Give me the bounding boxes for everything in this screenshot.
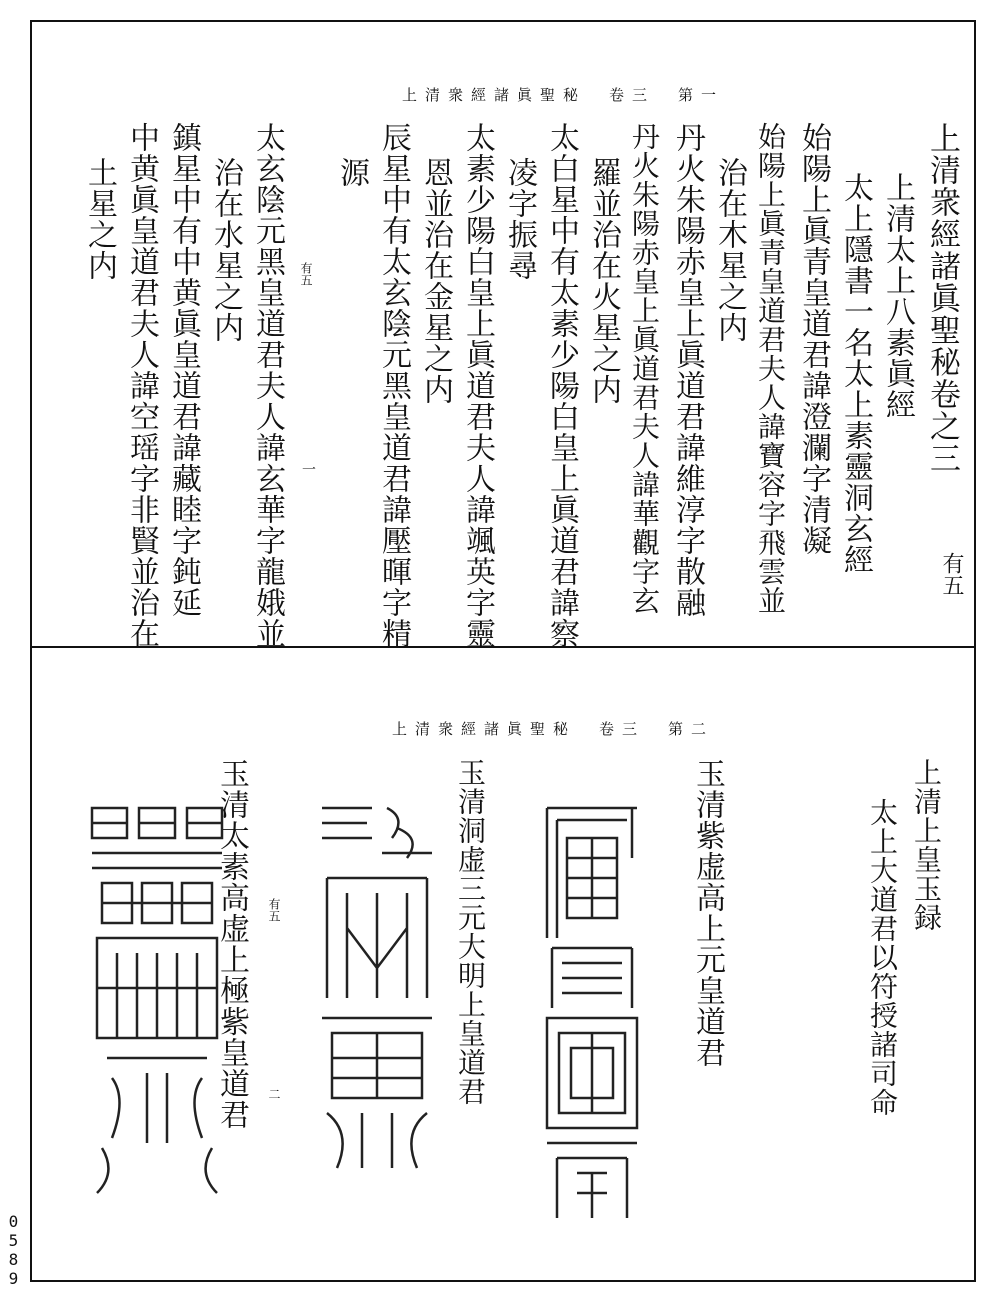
talisman-seal-1 (537, 798, 647, 1228)
column-15: 太玄陰元黑皇道君夫人諱玄華字龍娥並 (250, 122, 285, 649)
bottom-column-4: 玉清洞虚三元大明上皇道君 (454, 758, 487, 1106)
column-5: 治在木星之内 (712, 157, 747, 343)
talisman-seal-2 (312, 798, 442, 1178)
column-1: 上清太上八素眞經 (880, 172, 915, 420)
column-8: 羅並治在火星之内 (586, 157, 621, 405)
bottom-column-3: 玉清紫虚高上元皇道君 (690, 758, 725, 1068)
column-6: 丹火朱陽赤皇上眞道君諱維淳字散融 (670, 122, 705, 618)
bottom-column-2: 太上大道君以符授諸司命 (866, 798, 899, 1117)
talisman-seal-3 (87, 798, 227, 1198)
top-margin-note-1: 有五 (299, 262, 313, 286)
column-9: 太白星中有太素少陽白皇上眞道君諱察 (544, 122, 579, 649)
bottom-margin-note-1: 有五 (267, 898, 281, 922)
column-11: 太素少陽白皇上眞道君夫人諱颯英字靈 (460, 122, 495, 649)
page-number: 0589 (4, 1212, 23, 1288)
column-14: 源 (334, 157, 369, 188)
bottom-page-header: 上清衆經諸眞聖秘 卷三 第二 (392, 720, 715, 738)
column-10: 凌字振尋 (502, 157, 537, 281)
top-page-side-mark: 有五 (939, 552, 964, 596)
top-page-header: 上清衆經諸眞聖秘 卷三 第一 (402, 86, 725, 104)
column-4: 始陽上眞青皇道君夫人諱寶容字飛雲並 (754, 122, 787, 615)
bottom-column-5: 玉清太素高虚上極紫皇道君 (214, 758, 249, 1130)
column-2: 太上隱書一名太上素靈洞玄經 (838, 172, 873, 575)
column-16: 治在水星之内 (208, 157, 243, 343)
column-19: 土星之内 (82, 157, 117, 281)
column-17: 鎮星中有中黄眞皇道君諱藏睦字鈍延 (166, 122, 201, 618)
bottom-page (32, 648, 974, 1280)
bottom-margin-note-2: 二 (267, 1088, 281, 1100)
column-3: 始陽上眞青皇道君諱澄瀾字清凝 (796, 122, 831, 556)
top-page-title: 上清衆經諸眞聖秘卷之三 (924, 122, 960, 474)
column-12: 恩並治在金星之内 (418, 157, 453, 405)
column-7: 丹火朱陽赤皇上眞道君夫人諱華觀字玄 (628, 122, 661, 615)
column-13: 辰星中有太玄陰元黑皇道君諱壓暉字精 (376, 122, 411, 649)
bottom-column-1: 上清上皇玉録 (910, 758, 943, 932)
column-18: 中黄眞皇道君夫人諱空瑶字非賢並治在 (124, 122, 159, 649)
top-page (32, 22, 974, 649)
top-margin-note-2: 一 (300, 462, 316, 476)
